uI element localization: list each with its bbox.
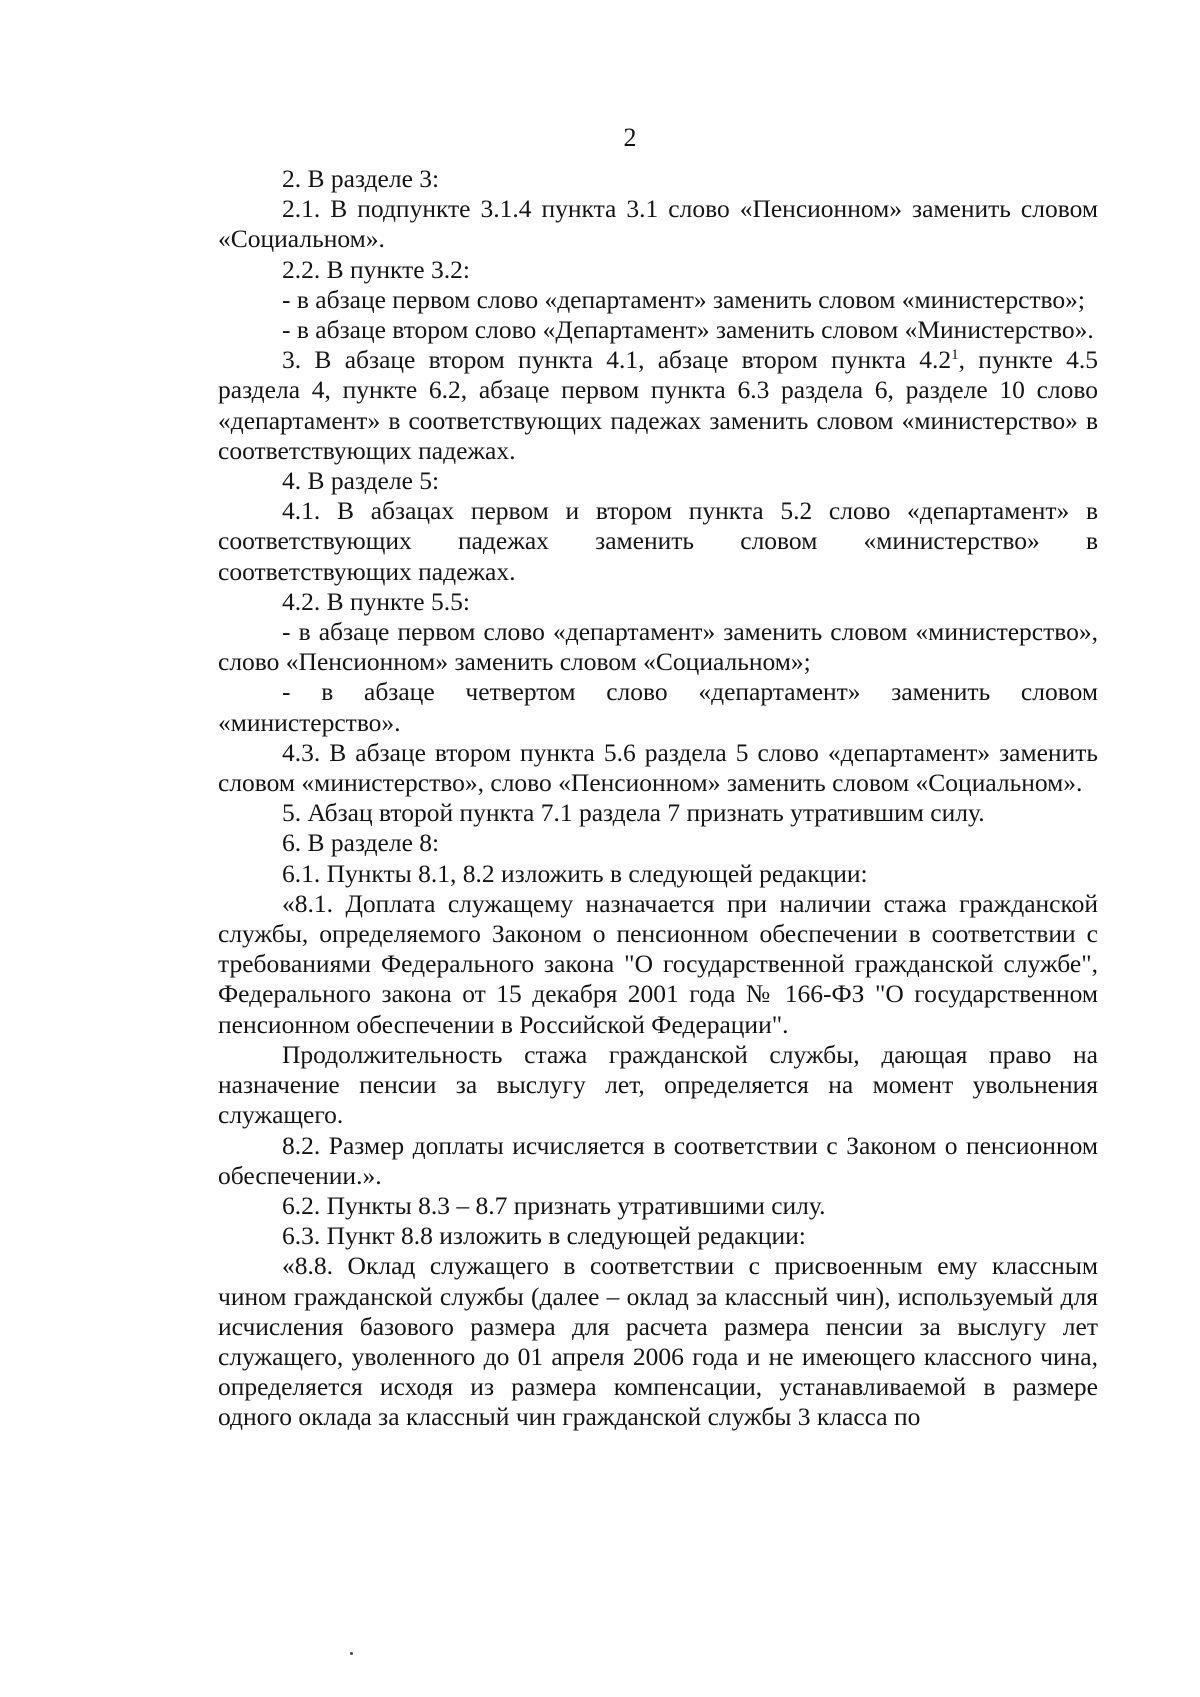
- paragraph: 6.1. Пункты 8.1, 8.2 изложить в следующей редакции:: [282, 858, 868, 888]
- paragraph-item-3: [218, 345, 1098, 466]
- paragraph: «8.8. Оклад служащего в соответствии с присвоенным ему классным чином гражданской службы (далее – оклад за классный чин), используемый для исчисления базового размера для расчета размера пенсии за выслугу лет служащего, уволенного до 01 апреля 2006 года и не имеющего классного чина, определяется исходя из размера компенсации, устанавливаемой в размере одного оклада за классный чин гражданской службы 3 класса по: [218, 1251, 1098, 1432]
- paragraph: 8.2. Размер доплаты исчисляется в соответствии с Законом о пенсионном обеспечении.».: [218, 1130, 1098, 1190]
- paragraph: 4.2. В пункте 5.5:: [282, 586, 470, 616]
- paragraph: 6.2. Пункты 8.3 – 8.7 признать утратившими силу.: [282, 1190, 826, 1220]
- superscript: 1: [951, 347, 959, 364]
- paragraph: 2.1. В подпункте 3.1.4 пункта 3.1 слово «Пенсионном» заменить словом «Социальном».: [218, 194, 1098, 254]
- document-body: [218, 164, 1098, 1433]
- paragraph: 4.3. В абзаце втором пункта 5.6 раздела 5 слово «департамент» заменить словом «министерство», слово «Пенсионном» заменить словом «Социальном».: [218, 737, 1098, 798]
- paragraph: 6. В разделе 8:: [282, 828, 440, 858]
- paragraph-text: , пункте 4.5 раздела 4, пункте 6.2, абзаце первом пункта 6.3 раздела 6, разделе 10 слово «департамент» в соответствующих падежах заменить словом «министерство» в соответствующих падежах.: [218, 345, 1098, 465]
- paragraph: - в абзаце втором слово «Департамент» заменить словом «Министерство».: [282, 315, 1094, 345]
- paragraph: 5. Абзац второй пункта 7.1 раздела 7 признать утратившим силу.: [282, 798, 985, 828]
- paragraph: - в абзаце четвертом слово «департамент» заменить словом «министерство».: [218, 677, 1098, 737]
- paragraph: 4. В разделе 5:: [282, 466, 440, 496]
- paragraph: 2.2. В пункте 3.2:: [282, 254, 470, 284]
- paragraph: Продолжительность стажа гражданской службы, дающая право на назначение пенсии за выслугу лет, определяется на момент увольнения служащего.: [218, 1039, 1098, 1130]
- paragraph-text: 3. В абзаце втором пункта 4.1, абзаце втором пункта 4.2: [282, 345, 952, 375]
- paragraph: 2. В разделе 3:: [282, 164, 440, 193]
- paragraph: - в абзаце первом слово «департамент» заменить словом «министерство»;: [282, 284, 1086, 314]
- scan-speck: [350, 1652, 353, 1655]
- paragraph: 6.3. Пункт 8.8 изложить в следующей редакции:: [282, 1221, 806, 1251]
- paragraph: 4.1. В абзацах первом и втором пункта 5.2 слово «департамент» в соответствующих падежах заменить словом «министерство» в соответствующих падежах.: [218, 496, 1098, 586]
- paragraph: - в абзаце первом слово «департамент» заменить словом «министерство», слово «Пенсионном» заменить словом «Социальном»;: [218, 617, 1098, 677]
- paragraph: «8.1. Доплата служащему назначается при наличии стажа гражданской службы, определяемого Законом о пенсионном обеспечении в соответствии с требованиями Федерального закона "О государственной гражданской службе", Федерального закона от 15 декабря 2001 года № 166-ФЗ "О государственном пенсионном обеспечении в Российской Федерации".: [218, 888, 1098, 1039]
- page-number: 2: [623, 123, 637, 152]
